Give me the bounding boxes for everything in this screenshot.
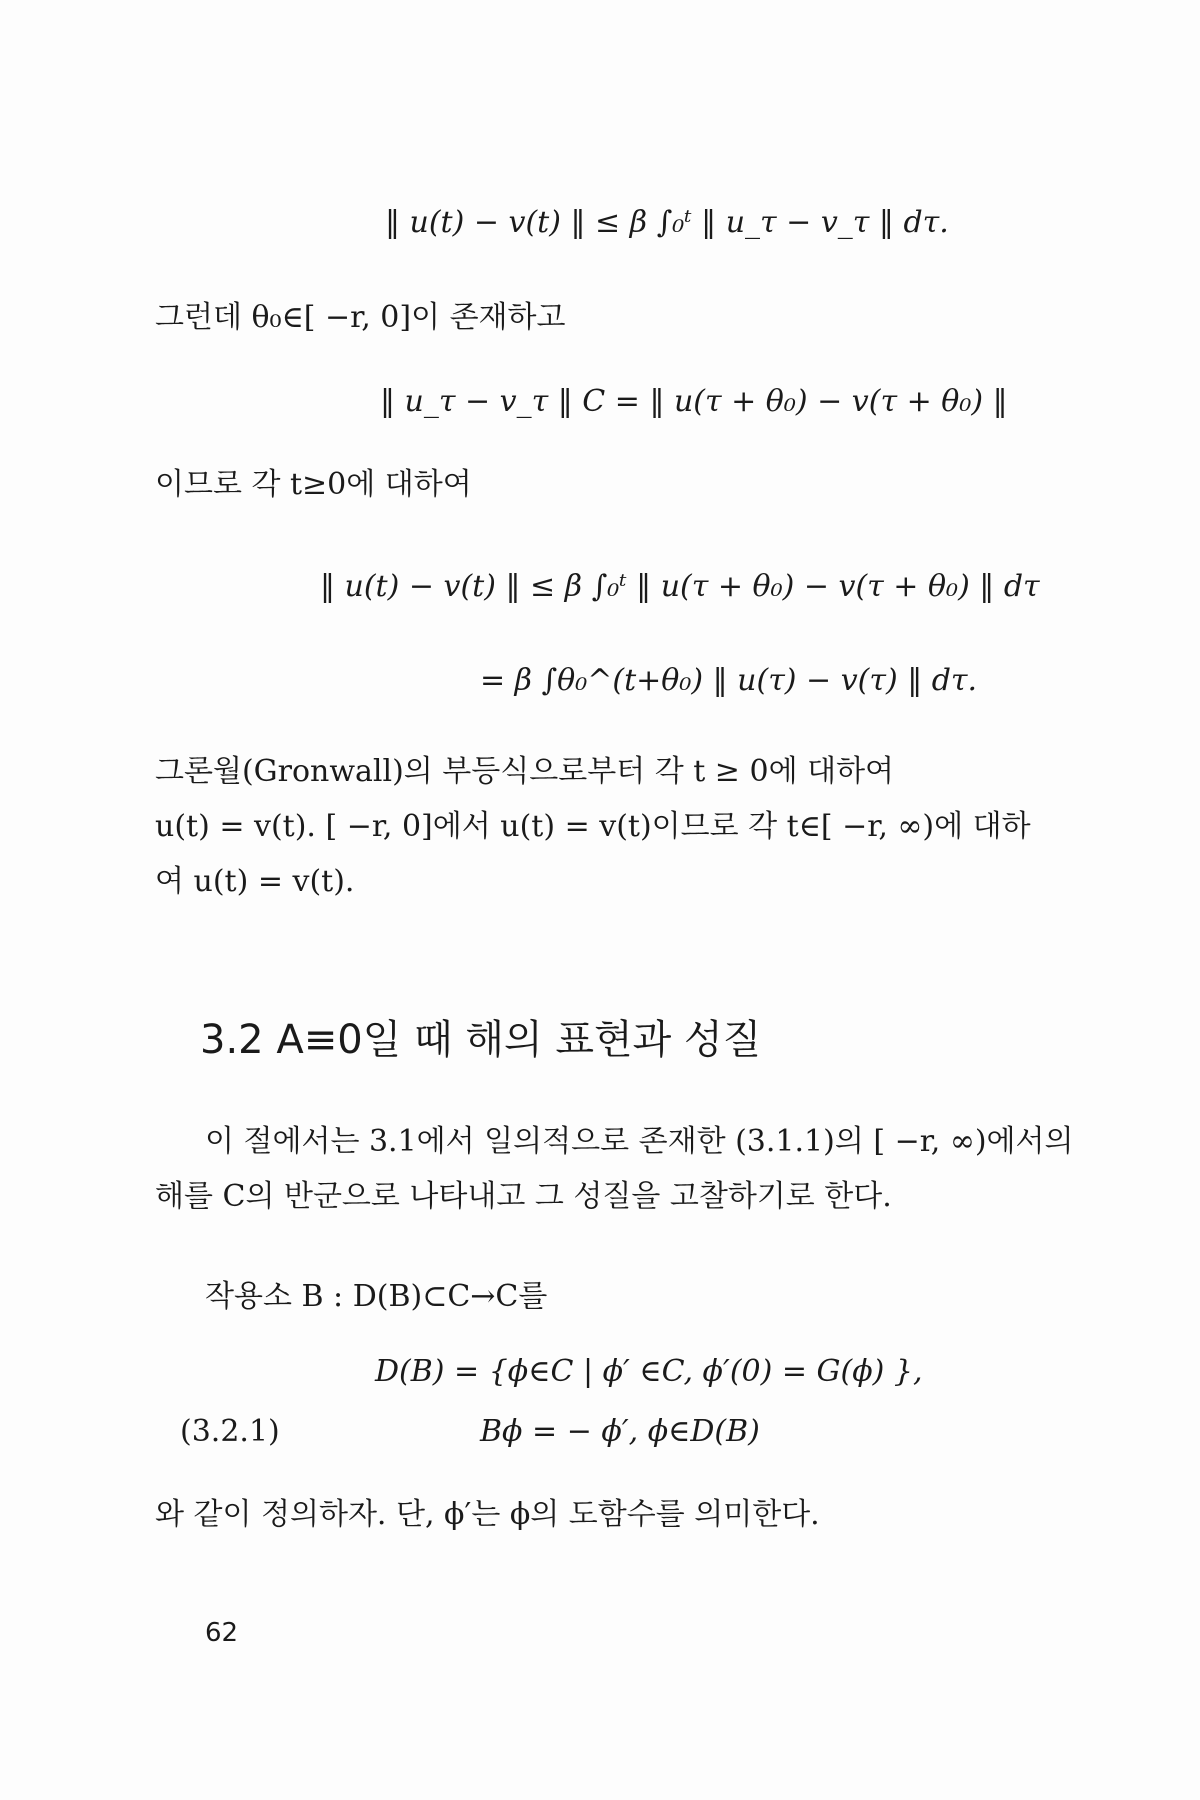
paragraph-gronwall-line-2: u(t) = v(t). [ −r, 0]에서 u(t) = v(t)이므로 각 t∈[ −r, ∞)에 대하 (155, 809, 1031, 844)
text-existence: 그런데 θ₀∈[ −r, 0]이 존재하고 (155, 300, 566, 335)
page-number: 62 (205, 1618, 239, 1648)
equation-3b: = β ∫θ₀^(t+θ₀) ‖ u(τ) − v(τ) ‖ dτ. (480, 663, 978, 698)
paragraph-semigroup-line-1: 이 절에서는 3.1에서 일의적으로 존재한 (3.1.1)의 [ −r, ∞)에서의 (205, 1124, 1074, 1159)
definition-line-1: D(B) = {ϕ∈C | ϕ′ ∈C, ϕ′(0) = G(ϕ) }, (375, 1354, 923, 1389)
text-for-each-t: 이므로 각 t≥0에 대하여 (155, 467, 472, 502)
section-heading: 3.2 A≡0일 때 해의 표현과 성질 (200, 1017, 762, 1063)
equation-2: ‖ u_τ − v_τ ‖ C = ‖ u(τ + θ₀) − v(τ + θ₀) ‖ (380, 384, 1008, 419)
equation-3a: ‖ u(t) − v(t) ‖ ≤ β ∫₀ᵗ ‖ u(τ + θ₀) − v(τ + θ₀) ‖ dτ (320, 569, 1040, 604)
closing-sentence: 와 같이 정의하자. 단, ϕ′는 ϕ의 도함수를 의미한다. (155, 1497, 820, 1532)
equation-1: ‖ u(t) − v(t) ‖ ≤ β ∫₀ᵗ ‖ u_τ − v_τ ‖ dτ. (385, 205, 949, 240)
paragraph-gronwall-line-1: 그론월(Gronwall)의 부등식으로부터 각 t ≥ 0에 대하여 (155, 754, 895, 789)
paragraph-semigroup-line-2: 해를 C의 반군으로 나타내고 그 성질을 고찰하기로 한다. (155, 1179, 892, 1214)
definition-line-2: Bϕ = − ϕ′, ϕ∈D(B) (480, 1414, 760, 1449)
equation-label: (3.2.1) (180, 1414, 280, 1449)
operator-intro: 작용소 B : D(B)⊂C→C를 (205, 1279, 548, 1314)
paragraph-gronwall-line-3: 여 u(t) = v(t). (155, 864, 355, 899)
